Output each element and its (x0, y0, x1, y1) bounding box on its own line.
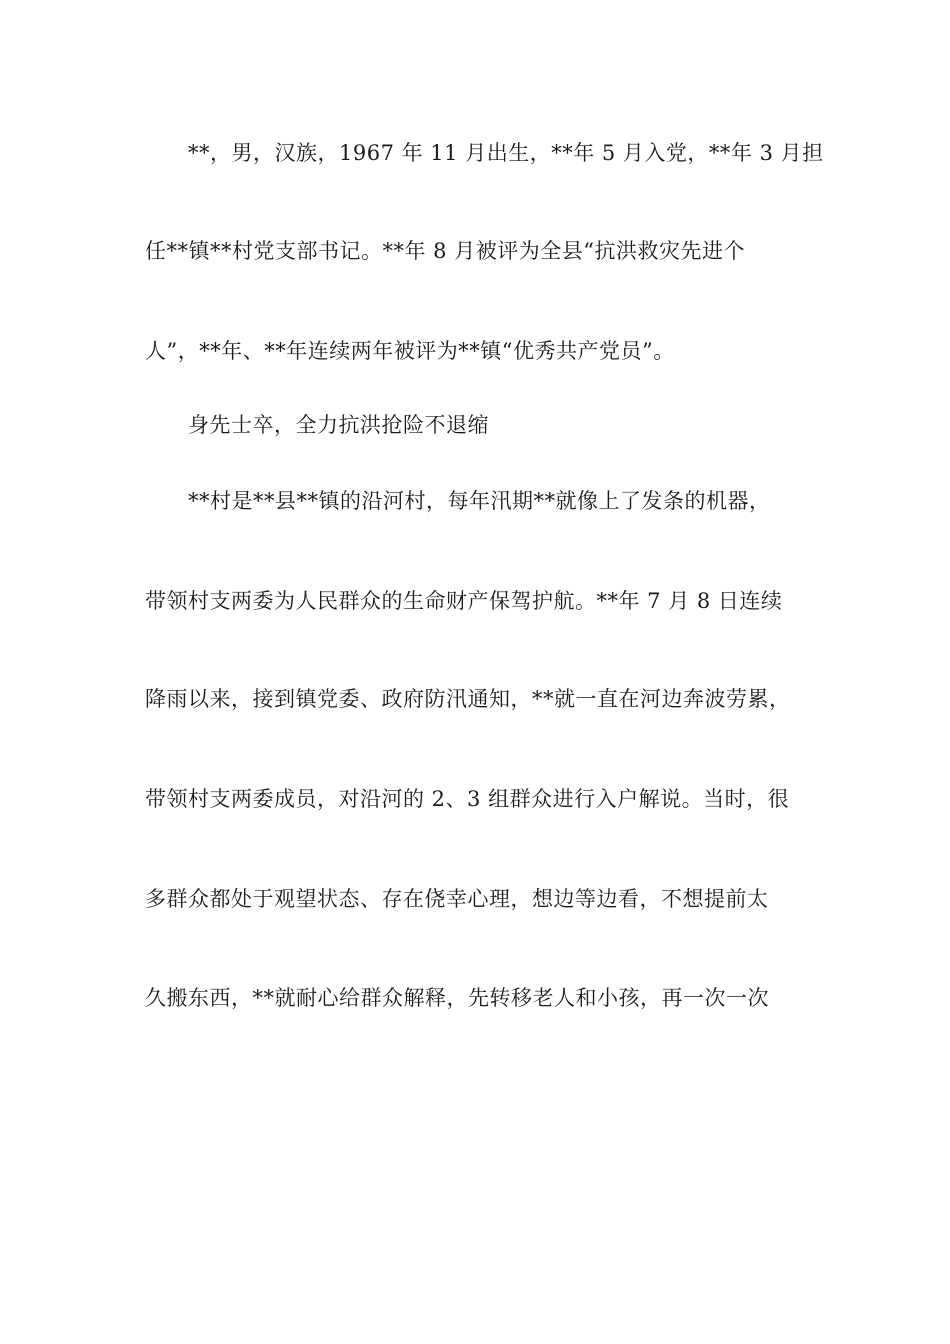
paragraph-2-line-1: **村是**县**镇的沿河村，每年汛期**就像上了发条的机器， (188, 489, 771, 513)
paragraph-1-line-1: **，男，汉族，1967 年 11 月出生，**年 5 月入党，**年 3 月担 (188, 141, 824, 165)
paragraph-2-line-3: 降雨以来，接到镇党委、政府防汛通知，**就一直在河边奔波劳累， (145, 687, 791, 711)
paragraph-1-line-3: 人”，**年、**年连续两年被评为**镇“优秀共产党员”。 (145, 339, 675, 363)
paragraph-1-line-2: 任**镇**村党支部书记。**年 8 月被评为全县“抗洪救灾先进个 (145, 239, 745, 263)
paragraph-2-line-5: 多群众都处于观望状态、存在侥幸心理，想边等边看，不想提前太 (145, 887, 769, 911)
paragraph-2-line-6: 久搬东西，**就耐心给群众解释，先转移老人和小孩，再一次一次 (145, 986, 769, 1010)
paragraph-2-line-2: 带领村支两委为人民群众的生命财产保驾护航。**年 7 月 8 日连续 (145, 589, 783, 613)
section-heading: 身先士卒，全力抗洪抢险不退缩 (188, 413, 489, 437)
paragraph-2-line-4: 带领村支两委成员，对沿河的 2、3 组群众进行入户解说。当时，很 (145, 787, 790, 811)
